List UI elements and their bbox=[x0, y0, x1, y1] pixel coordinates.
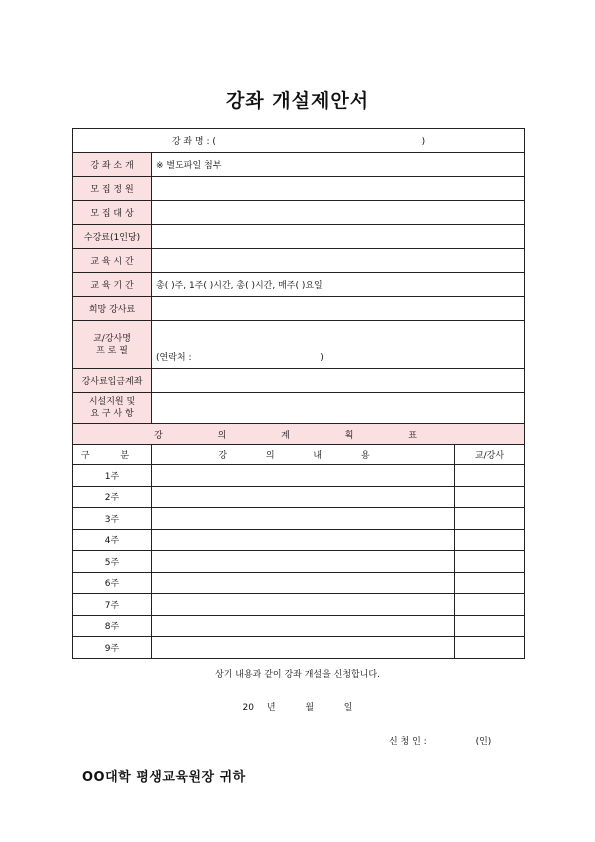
contact-field[interactable]: (연락처 : ) bbox=[156, 353, 324, 363]
seal-mark: (인) bbox=[475, 737, 492, 747]
applicant-signature bbox=[389, 734, 491, 747]
week-content-cell[interactable] bbox=[152, 594, 455, 616]
date-year-unit: 년 bbox=[266, 703, 276, 713]
date-month-unit: 월 bbox=[305, 703, 315, 713]
week-label: 5주 bbox=[73, 551, 152, 573]
week-instructor-cell[interactable] bbox=[455, 529, 525, 551]
plan-header: 강 의 계 획 표 bbox=[73, 424, 525, 445]
week-label: 6주 bbox=[73, 572, 152, 594]
course-name-open-paren: ( bbox=[212, 137, 216, 147]
application-date bbox=[0, 700, 595, 713]
week-content-cell[interactable] bbox=[152, 529, 455, 551]
week-content-cell[interactable] bbox=[152, 615, 455, 637]
account-row bbox=[73, 369, 525, 393]
col-division-header: 구 분 bbox=[73, 445, 152, 465]
time-label: 교 육 시 간 bbox=[73, 249, 152, 273]
proposal-form-table bbox=[72, 128, 525, 659]
week-instructor-cell[interactable] bbox=[455, 594, 525, 616]
instructor-label-line1: 교/강사명 bbox=[93, 333, 131, 344]
account-value[interactable] bbox=[152, 369, 525, 393]
intro-value[interactable]: ※ 별도파일 첨부 bbox=[152, 153, 525, 177]
plan-header-row bbox=[73, 424, 525, 445]
fee-row bbox=[73, 225, 525, 249]
capacity-label: 모 집 정 원 bbox=[73, 177, 152, 201]
plan-column-headers bbox=[73, 445, 525, 465]
desired-fee-row bbox=[73, 297, 525, 321]
week-label: 3주 bbox=[73, 508, 152, 530]
target-row bbox=[73, 201, 525, 225]
intro-row bbox=[73, 153, 525, 177]
week-label: 9주 bbox=[73, 637, 152, 659]
capacity-value[interactable] bbox=[152, 177, 525, 201]
course-name-row bbox=[73, 129, 525, 153]
week-instructor-cell[interactable] bbox=[455, 572, 525, 594]
table-row bbox=[73, 465, 525, 487]
period-value[interactable]: 총( )주, 1주( )시간, 총( )시간, 매주( )요일 bbox=[152, 273, 525, 297]
week-content-cell[interactable] bbox=[152, 637, 455, 659]
facility-label-line2: 요 구 사 항 bbox=[90, 409, 134, 419]
account-label: 강사료입금계좌 bbox=[73, 369, 152, 393]
week-content-cell[interactable] bbox=[152, 486, 455, 508]
week-content-cell[interactable] bbox=[152, 572, 455, 594]
week-instructor-cell[interactable] bbox=[455, 508, 525, 530]
table-row bbox=[73, 637, 525, 659]
facility-label bbox=[73, 393, 152, 424]
intro-label: 강 좌 소 개 bbox=[73, 153, 152, 177]
week-instructor-cell[interactable] bbox=[455, 551, 525, 573]
target-label: 모 집 대 상 bbox=[73, 201, 152, 225]
instructor-label bbox=[73, 321, 152, 369]
table-row bbox=[73, 529, 525, 551]
facility-value[interactable] bbox=[152, 393, 525, 424]
facility-label-line1: 시설지원 및 bbox=[88, 397, 136, 407]
instructor-label-line2: 프 로 필 bbox=[96, 345, 128, 356]
week-label: 7주 bbox=[73, 594, 152, 616]
date-year: 20 bbox=[242, 703, 254, 713]
applicant-label: 신 청 인 : bbox=[389, 737, 427, 747]
table-row bbox=[73, 615, 525, 637]
week-instructor-cell[interactable] bbox=[455, 615, 525, 637]
week-content-cell[interactable] bbox=[152, 508, 455, 530]
capacity-row bbox=[73, 177, 525, 201]
table-row bbox=[73, 508, 525, 530]
week-instructor-cell[interactable] bbox=[455, 486, 525, 508]
week-label: 4주 bbox=[73, 529, 152, 551]
document-title: 강좌 개설제안서 bbox=[225, 90, 370, 112]
instructor-profile-value[interactable] bbox=[152, 321, 525, 369]
course-name-field[interactable] bbox=[73, 129, 525, 153]
period-row bbox=[73, 273, 525, 297]
week-label: 8주 bbox=[73, 615, 152, 637]
desired-fee-label: 희망 강사료 bbox=[73, 297, 152, 321]
date-day-unit: 일 bbox=[343, 703, 353, 713]
week-content-cell[interactable] bbox=[152, 465, 455, 487]
fee-label: 수강료(1인당) bbox=[73, 225, 152, 249]
week-instructor-cell[interactable] bbox=[455, 637, 525, 659]
confirmation-statement: 상기 내용과 같이 강좌 개설을 신청합니다. bbox=[215, 670, 380, 680]
time-value[interactable] bbox=[152, 249, 525, 273]
fee-value[interactable] bbox=[152, 225, 525, 249]
desired-fee-value[interactable] bbox=[152, 297, 525, 321]
time-row bbox=[73, 249, 525, 273]
table-row bbox=[73, 572, 525, 594]
period-label: 교 육 기 간 bbox=[73, 273, 152, 297]
addressee: OO대학 평생교육원장 귀하 bbox=[82, 770, 246, 785]
table-row bbox=[73, 594, 525, 616]
table-row bbox=[73, 486, 525, 508]
course-name-close-paren: ) bbox=[421, 137, 426, 147]
col-content-header: 강 의 내 용 bbox=[152, 445, 455, 465]
week-label: 1주 bbox=[73, 465, 152, 487]
week-label: 2주 bbox=[73, 486, 152, 508]
target-value[interactable] bbox=[152, 201, 525, 225]
facility-row bbox=[73, 393, 525, 424]
col-instructor-header: 교/강사 bbox=[455, 445, 525, 465]
instructor-row bbox=[73, 321, 525, 369]
course-name-label: 강 좌 명 : bbox=[171, 137, 210, 147]
week-instructor-cell[interactable] bbox=[455, 465, 525, 487]
week-content-cell[interactable] bbox=[152, 551, 455, 573]
table-row bbox=[73, 551, 525, 573]
